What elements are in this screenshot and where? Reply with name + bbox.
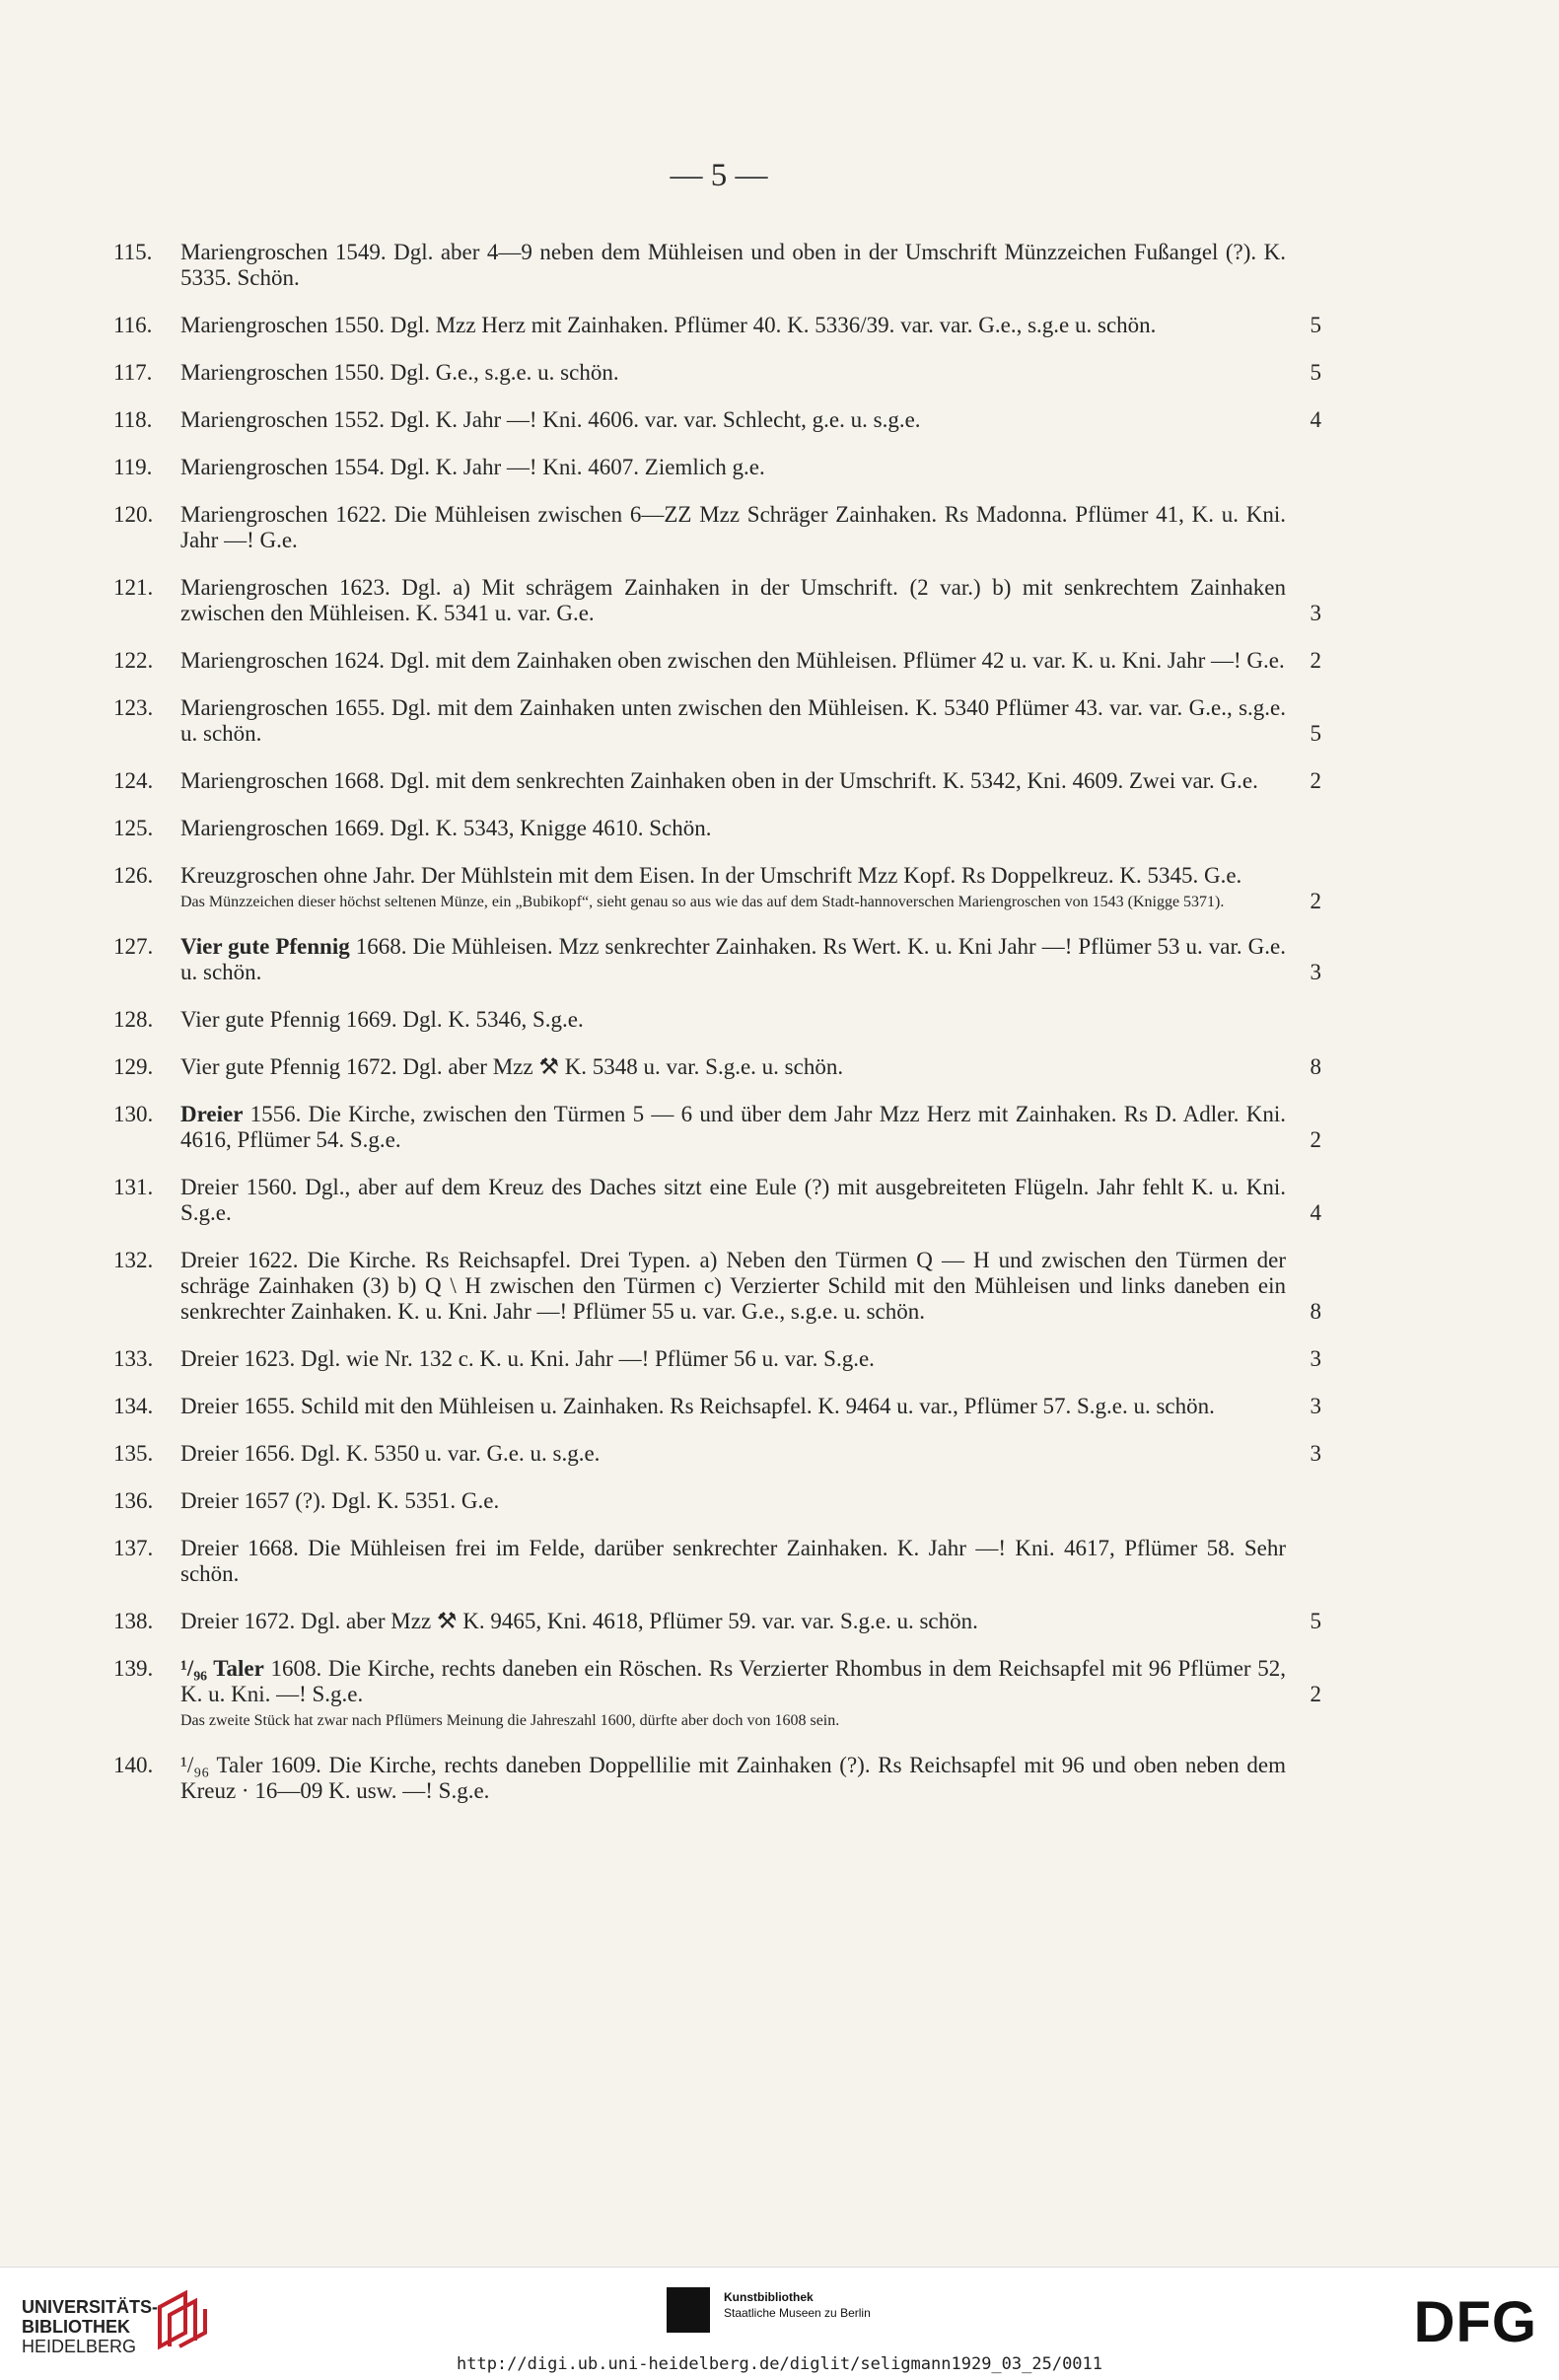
- entry-description: [180, 1054, 1321, 1080]
- entry-text: 1608. Die Kirche, rechts daneben ein Röschen. Rs Verzierter Rhombus in dem Reichsapfel mit 96 Pflümer 52, K. u. Kni. —! S.g.e.: [180, 1656, 1286, 1706]
- catalog-entry: [113, 1753, 1321, 1804]
- entry-number: 125.: [113, 816, 154, 840]
- entry-text: 1556. Die Kirche, zwischen den Türmen 5 — 6 und über dem Jahr Mzz Herz mit Zainhaken. Rs D. Adler. Kni. 4616, Pflümer 54. S.g.e.: [180, 1102, 1286, 1152]
- entry-description: [180, 455, 1321, 480]
- entry-number: 116.: [113, 313, 153, 337]
- catalog-entry: [113, 934, 1321, 985]
- catalog-entry: [113, 816, 1321, 841]
- entry-price: 2: [1310, 889, 1321, 913]
- entry-number: 127.: [113, 934, 154, 959]
- entry-description: [180, 240, 1321, 291]
- entry-text: Dreier 1668. Die Mühleisen frei im Felde, darüber senkrechter Zainhaken. K. Jahr —! Kni. 4617, Pflümer 58. Sehr schön.: [180, 1536, 1286, 1586]
- university-library-logo-icon[interactable]: [156, 2287, 219, 2350]
- catalog-entry: [113, 360, 1321, 386]
- uni-line-1: UNIVERSITÄTS-: [22, 2297, 159, 2317]
- entry-number: 128.: [113, 1007, 154, 1032]
- entry-price: 3: [1310, 1441, 1321, 1466]
- catalog-entry: [113, 407, 1321, 433]
- catalog-entry: [113, 502, 1321, 553]
- entry-description: [180, 768, 1321, 794]
- entry-text: Mariengroschen 1549. Dgl. aber 4—9 neben dem Mühleisen und oben in der Umschrift Münzzeichen Fußangel (?). K. 5335. Schön.: [180, 240, 1286, 290]
- entry-footnote: Das zweite Stück hat zwar nach Pflümers Meinung die Jahreszahl 1600, dürfte aber doch von 1608 sein.: [180, 1712, 840, 1729]
- entry-description: [180, 1175, 1321, 1226]
- entry-description: [180, 1346, 1321, 1372]
- entry-number: 124.: [113, 768, 154, 793]
- entry-text: Mariengroschen 1622. Die Mühleisen zwischen 6—ZZ Mzz Schräger Zainhaken. Rs Madonna. Pflümer 41, K. u. Kni. Jahr —! G.e.: [180, 502, 1286, 552]
- entry-text: Dreier 1657 (?). Dgl. K. 5351. G.e.: [180, 1488, 500, 1513]
- catalog-entry: [113, 768, 1321, 794]
- entry-price: 8: [1310, 1054, 1321, 1079]
- entry-description: [180, 934, 1321, 985]
- catalog-entries: [113, 240, 1321, 1826]
- entry-description: [180, 1753, 1321, 1804]
- entry-text: Mariengroschen 1554. Dgl. K. Jahr —! Kni. 4607. Ziemlich g.e.: [180, 455, 765, 479]
- entry-text: Dreier 1622. Die Kirche. Rs Reichsapfel. Drei Typen. a) Neben den Türmen Q — H und zwischen den Türmen der schräge Zainhaken (3) b) Q \ H zwischen den Türmen c) Verzierter Schild mit den Mühleisen und links daneben ein senkrechter Zainhaken. K. u. Kni. Jahr —! Pflümer 55 u. var. G.e., s.g.e. u. schön.: [180, 1248, 1286, 1324]
- entry-description: [180, 360, 1321, 386]
- entry-number: 134.: [113, 1394, 154, 1418]
- entry-description: [180, 648, 1321, 674]
- entry-text: Dreier 1656. Dgl. K. 5350 u. var. G.e. u. s.g.e.: [180, 1441, 601, 1466]
- entry-text: Mariengroschen 1552. Dgl. K. Jahr —! Kni. 4606. var. var. Schlecht, g.e. u. s.g.e.: [180, 407, 921, 432]
- catalog-entry: [113, 1175, 1321, 1226]
- catalog-entry: [113, 1346, 1321, 1372]
- entry-text: Mariengroschen 1624. Dgl. mit dem Zainhaken oben zwischen den Mühleisen. Pflümer 42 u. var. K. u. Kni. Jahr —! G.e.: [180, 648, 1285, 673]
- entry-text: Dreier 1655. Schild mit den Mühleisen u. Zainhaken. Rs Reichsapfel. K. 9464 u. var., Pflümer 57. S.g.e. u. schön.: [180, 1394, 1215, 1418]
- entry-price: 5: [1310, 1609, 1321, 1633]
- entry-text: Mariengroschen 1668. Dgl. mit dem senkrechten Zainhaken oben in der Umschrift. K. 5342, Kni. 4609. Zwei var. G.e.: [180, 768, 1258, 793]
- entry-description: [180, 1441, 1321, 1467]
- entry-price: 2: [1310, 768, 1321, 793]
- entry-text: Vier gute Pfennig 1669. Dgl. K. 5346, S.g.e.: [180, 1007, 584, 1032]
- catalog-entry: [113, 1488, 1321, 1514]
- entry-description: [180, 1394, 1321, 1419]
- entry-price: 5: [1310, 360, 1321, 385]
- catalog-entry: [113, 1394, 1321, 1419]
- catalog-entry: [113, 1102, 1321, 1153]
- entry-price: 4: [1310, 407, 1321, 432]
- entry-text: Dreier 1623. Dgl. wie Nr. 132 c. K. u. Kni. Jahr —! Pflümer 56 u. var. S.g.e.: [180, 1346, 875, 1371]
- catalog-entry: [113, 695, 1321, 747]
- entry-description: [180, 1609, 1321, 1634]
- entry-number: 126.: [113, 863, 154, 888]
- entry-description: [180, 502, 1321, 553]
- entry-number: 138.: [113, 1609, 154, 1633]
- entry-number: 129.: [113, 1054, 154, 1079]
- entry-text: 1668. Die Mühleisen. Mzz senkrechter Zainhaken. Rs Wert. K. u. Kni Jahr —! Pflümer 53 u. var. G.e. u. schön.: [180, 934, 1286, 984]
- entry-footnote: Das Münzzeichen dieser höchst seltenen Münze, ein „Bubikopf“, sieht genau so aus wie das auf dem Stadt-hannoverschen Mariengroschen von 1543 (Knigge 5371).: [180, 894, 1225, 910]
- entry-description: [180, 695, 1321, 747]
- entry-description: [180, 313, 1321, 338]
- entry-price: 8: [1310, 1299, 1321, 1324]
- entry-price: 2: [1310, 1682, 1321, 1706]
- catalog-entry: [113, 313, 1321, 338]
- catalog-entry: [113, 455, 1321, 480]
- entry-text: Mariengroschen 1655. Dgl. mit dem Zainhaken unten zwischen den Mühleisen. K. 5340 Pflümer 43. var. var. G.e., s.g.e. u. schön.: [180, 695, 1286, 746]
- entry-lead: ¹/₉₆ Taler: [180, 1656, 264, 1681]
- entry-number: 117.: [113, 360, 153, 385]
- entry-text: Dreier 1672. Dgl. aber Mzz ⚒ K. 9465, Kni. 4618, Pflümer 59. var. var. S.g.e. u. schön.: [180, 1609, 978, 1633]
- entry-number: 122.: [113, 648, 154, 673]
- entry-description: [180, 407, 1321, 433]
- entry-text: Mariengroschen 1550. Dgl. Mzz Herz mit Zainhaken. Pflümer 40. K. 5336/39. var. var. G.e., s.g.e u. schön.: [180, 313, 1157, 337]
- entry-lead: Vier gute Pfennig: [180, 934, 350, 959]
- catalog-entry: [113, 1656, 1321, 1731]
- catalog-entry: [113, 863, 1321, 912]
- entry-number: 131.: [113, 1175, 154, 1199]
- entry-description: [180, 575, 1321, 626]
- catalog-entry: [113, 1536, 1321, 1587]
- university-library-logo-text[interactable]: [22, 2297, 158, 2356]
- entry-price: 4: [1310, 1200, 1321, 1225]
- entry-description: [180, 1248, 1321, 1325]
- entry-description: [180, 863, 1321, 889]
- entry-description: [180, 1488, 1321, 1514]
- entry-price: 5: [1310, 721, 1321, 746]
- catalog-entry: [113, 240, 1321, 291]
- catalog-entry: [113, 1007, 1321, 1033]
- entry-price: 3: [1310, 1394, 1321, 1418]
- kb-subtitle: Staatliche Museen zu Berlin: [724, 2306, 871, 2320]
- entry-number: 133.: [113, 1346, 154, 1371]
- catalog-entry: [113, 1441, 1321, 1467]
- entry-number: 140.: [113, 1753, 154, 1777]
- entry-lead: Dreier: [180, 1102, 244, 1126]
- entry-number: 139.: [113, 1656, 154, 1681]
- catalog-entry: [113, 648, 1321, 674]
- entry-number: 136.: [113, 1488, 154, 1513]
- kunstbibliothek-logo-icon[interactable]: [667, 2287, 710, 2333]
- entry-text: Dreier 1560. Dgl., aber auf dem Kreuz des Daches sitzt eine Eule (?) mit ausgebreiteten Flügeln. Jahr fehlt K. u. Kni. S.g.e.: [180, 1175, 1286, 1225]
- kb-title: Kunstbibliothek: [724, 2290, 814, 2304]
- entry-description: [180, 1102, 1321, 1153]
- entry-price: 3: [1310, 1346, 1321, 1371]
- entry-description: [180, 816, 1321, 841]
- entry-number: 130.: [113, 1102, 154, 1126]
- permalink-url[interactable]: http://digi.ub.uni-heidelberg.de/diglit/seligmann1929_03_25/0011: [456, 2354, 1103, 2374]
- entry-description: [180, 1007, 1321, 1033]
- catalog-entry: [113, 1609, 1321, 1634]
- entry-number: 118.: [113, 407, 153, 432]
- dfg-logo[interactable]: DFG: [1413, 2290, 1537, 2354]
- entry-text: Vier gute Pfennig 1672. Dgl. aber Mzz ⚒ K. 5348 u. var. S.g.e. u. schön.: [180, 1054, 844, 1079]
- catalog-entry: [113, 1248, 1321, 1325]
- entry-number: 121.: [113, 575, 154, 600]
- entry-price: 5: [1310, 313, 1321, 337]
- entry-text: Mariengroschen 1623. Dgl. a) Mit schrägem Zainhaken in der Umschrift. (2 var.) b) mit senkrechtem Zainhaken zwischen den Mühleisen. K. 5341 u. var. G.e.: [180, 575, 1286, 625]
- uni-line-2: BIBLIOTHEK: [22, 2317, 130, 2337]
- entry-text: Mariengroschen 1550. Dgl. G.e., s.g.e. u. schön.: [180, 360, 619, 385]
- entry-number: 135.: [113, 1441, 154, 1466]
- entry-price: 2: [1310, 1127, 1321, 1152]
- entry-price: 2: [1310, 648, 1321, 673]
- entry-text: Kreuzgroschen ohne Jahr. Der Mühlstein mit dem Eisen. In der Umschrift Mzz Kopf. Rs Doppelkreuz. K. 5345. G.e.: [180, 863, 1242, 888]
- catalog-entry: [113, 575, 1321, 626]
- entry-description: [180, 1536, 1321, 1587]
- entry-number: 120.: [113, 502, 154, 527]
- page-number: — 5 —: [670, 158, 768, 193]
- entry-price: 3: [1310, 960, 1321, 984]
- kunstbibliothek-logo-text[interactable]: [724, 2289, 871, 2321]
- entry-number: 123.: [113, 695, 154, 720]
- entry-description: [180, 1656, 1321, 1707]
- viewer-footer: [0, 2267, 1559, 2380]
- uni-line-3: HEIDELBERG: [22, 2337, 137, 2356]
- entry-number: 115.: [113, 240, 153, 264]
- entry-number: 132.: [113, 1248, 154, 1272]
- entry-text: Mariengroschen 1669. Dgl. K. 5343, Knigge 4610. Schön.: [180, 816, 712, 840]
- entry-number: 137.: [113, 1536, 154, 1560]
- entry-price: 3: [1310, 601, 1321, 625]
- entry-text: ¹/₉₆ Taler 1609. Die Kirche, rechts daneben Doppellilie mit Zainhaken (?). Rs Reichsapfel mit 96 und oben neben dem Kreuz · 16—09 K. usw. —! S.g.e.: [180, 1753, 1286, 1803]
- catalog-entry: [113, 1054, 1321, 1080]
- entry-number: 119.: [113, 455, 153, 479]
